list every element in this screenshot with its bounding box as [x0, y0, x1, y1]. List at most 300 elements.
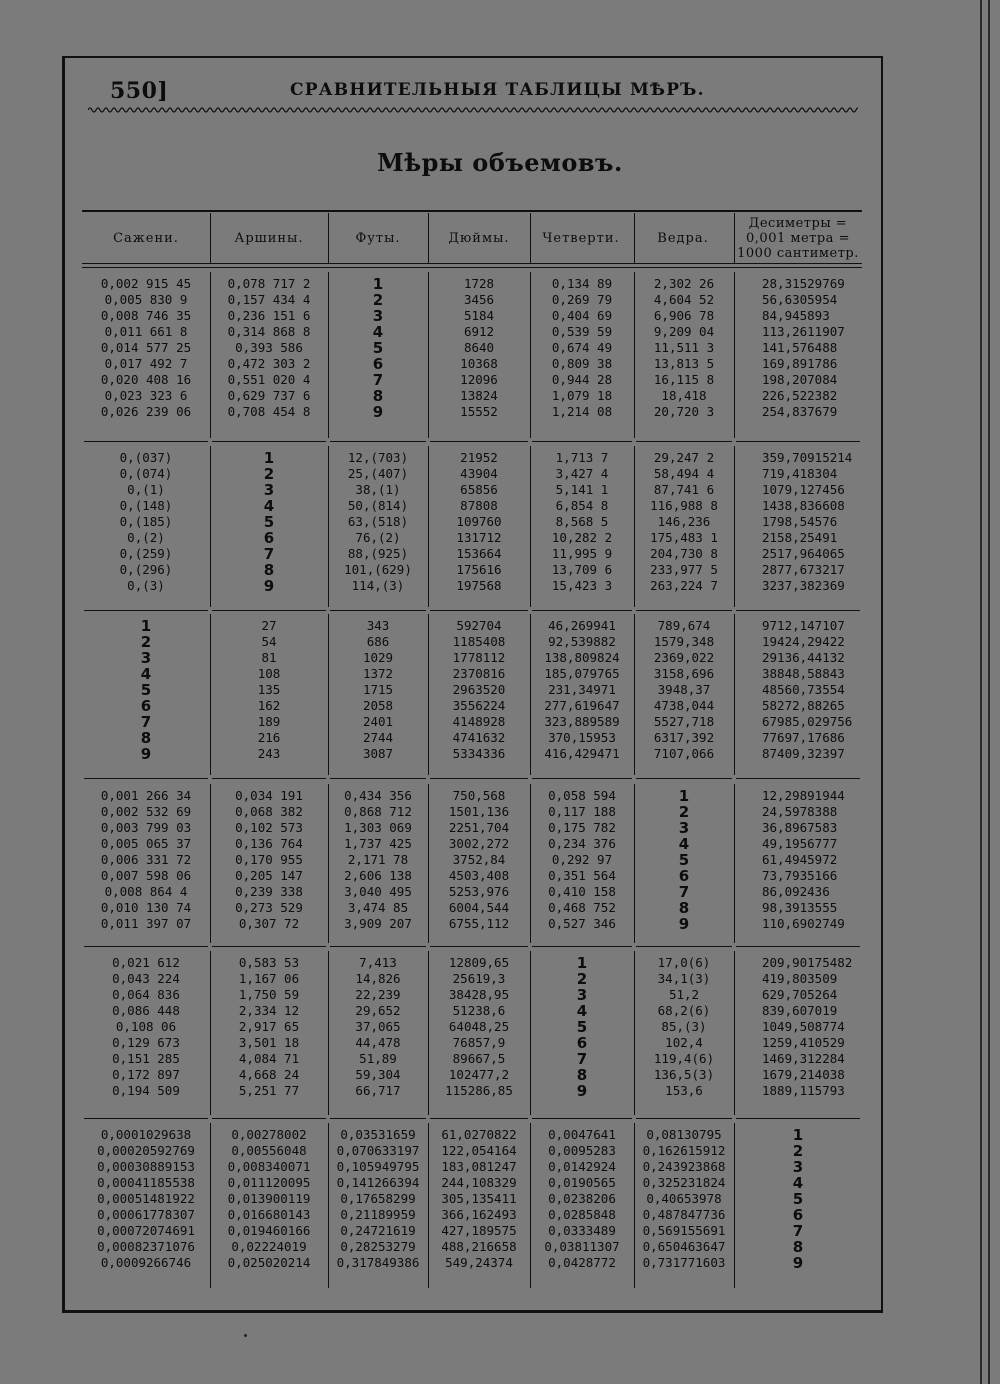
table-cell: 2,917 65 [238, 1019, 300, 1034]
table-cell: 0,944 28 [551, 372, 613, 387]
table-cell: 0,0428772 [548, 1255, 616, 1270]
column-divider [210, 614, 211, 775]
table-cell: 2 [140, 633, 152, 651]
table-cell: 0,809 38 [551, 356, 613, 371]
table-cell: 85,(3) [661, 1019, 707, 1034]
table-cell: 0,021 612 [112, 955, 180, 970]
table-cell: 7 [576, 1050, 588, 1068]
block-separator [736, 946, 860, 947]
block-separator [532, 610, 632, 611]
table-cell: 84,945893 [762, 308, 830, 323]
table-cell: 0,016680143 [227, 1207, 311, 1222]
column-sazheni [82, 955, 210, 1099]
block-separator [532, 1118, 632, 1119]
table-cell: 9712,147107 [762, 618, 845, 633]
table-cell: 0,21189959 [340, 1207, 416, 1222]
table-cell: 305,135411 [441, 1191, 517, 1206]
header-dyuimy: Дюймы. [448, 230, 510, 246]
table-cell: 719,418304 [762, 466, 838, 481]
table-cell: 8 [792, 1238, 804, 1256]
table-cell: 0,00278002 [231, 1127, 307, 1142]
table-cell: 0,17658299 [340, 1191, 416, 1206]
table-cell: 427,189575 [441, 1223, 517, 1238]
table-cell: 4,668 24 [238, 1067, 300, 1082]
column-dyuimy [428, 276, 530, 420]
table-cell: 9 [263, 577, 275, 595]
table-cell: 14,826 [355, 971, 401, 986]
block-separator [330, 778, 426, 779]
table-cell: 9 [678, 915, 690, 933]
column-chetverti [530, 618, 634, 762]
table-cell: 0,307 72 [238, 916, 300, 931]
table-cell: 0,162615912 [642, 1143, 726, 1158]
table-cell: 3,427 4 [555, 466, 609, 481]
table-cell: 7 [372, 371, 384, 389]
block-separator [212, 946, 326, 947]
wavy-rule [88, 104, 858, 116]
table-cell: 1 [263, 449, 275, 467]
table-cell: 197568 [456, 578, 502, 593]
table-cell: 175,483 1 [650, 530, 718, 545]
table-cell: 9 [140, 745, 152, 763]
table-cell: 243 [257, 746, 281, 761]
table-cell: 1 [372, 275, 384, 293]
table-cell: 7 [140, 713, 152, 731]
table-cell: 0,02224019 [231, 1239, 307, 1254]
table-cell: 0,105949795 [336, 1159, 420, 1174]
table-cell: 1,737 425 [344, 836, 412, 851]
column-dyuimy [428, 618, 530, 762]
table-cell: 37,065 [355, 1019, 401, 1034]
table-cell: 20,720 3 [653, 404, 715, 419]
table-cell: 0,410 158 [548, 884, 616, 899]
table-cell: 0,539 59 [551, 324, 613, 339]
table-cell: 6 [372, 355, 384, 373]
table-cell: 1 [678, 787, 690, 805]
table-cell: 8 [140, 729, 152, 747]
table-cell: 686 [366, 634, 390, 649]
column-sazheni [82, 450, 210, 594]
table-cell: 750,568 [452, 788, 506, 803]
block-separator [212, 1118, 326, 1119]
table-header [82, 213, 862, 263]
table-cell: 0,007 598 06 [100, 868, 192, 883]
table-cell: 87808 [460, 498, 498, 513]
table-cell: 7 [792, 1222, 804, 1240]
table-cell: 4738,044 [653, 698, 715, 713]
column-divider [530, 446, 531, 607]
table-cell: 67985,029756 [762, 714, 853, 729]
table-cell: 1259,410529 [762, 1035, 845, 1050]
column-divider [634, 951, 635, 1115]
table-cell: 2370816 [452, 666, 506, 681]
table-cell: 58272,88265 [762, 698, 845, 713]
table-cell: 1372 [362, 666, 394, 681]
table-cell: 0,194 509 [112, 1083, 180, 1098]
table-cell: 0,002 915 45 [100, 276, 192, 291]
table-cell: 4,084 71 [238, 1051, 300, 1066]
block-separator [532, 441, 632, 442]
header-column-divider [210, 213, 211, 263]
table-cell: 4 [372, 323, 384, 341]
table-cell: 233,977 5 [650, 562, 718, 577]
column-divider [428, 951, 429, 1115]
table-cell: 1798,54576 [762, 514, 838, 529]
table-cell: 204,730 8 [650, 546, 718, 561]
table-cell: 3237,382369 [762, 578, 845, 593]
column-vedra [634, 788, 734, 932]
table-cell: 92,539882 [548, 634, 616, 649]
table-cell: 12,29891944 [762, 788, 845, 803]
table-cell: 2251,704 [448, 820, 510, 835]
block-separator [84, 610, 208, 611]
block-separator [84, 1118, 208, 1119]
table-cell: 6317,392 [653, 730, 715, 745]
table-cell: 0,28253279 [340, 1239, 416, 1254]
block-separator [430, 946, 528, 947]
block-separator [736, 778, 860, 779]
table-cell: 0,234 376 [548, 836, 616, 851]
block-separator [736, 610, 860, 611]
table-cell: 0,026 239 06 [100, 404, 192, 419]
table-cell: 49,1956777 [762, 836, 838, 851]
column-vedra [634, 618, 734, 762]
table-cell: 0,317849386 [336, 1255, 420, 1270]
table-cell: 101,(629) [344, 562, 412, 577]
table-cell: 1,214 08 [551, 404, 613, 419]
header-chetverti: Четверти. [542, 230, 620, 246]
column-divider [210, 1123, 211, 1288]
column-decimetry [762, 955, 862, 1099]
table-cell: 0,025020214 [227, 1255, 311, 1270]
table-cell: 3,501 18 [238, 1035, 300, 1050]
column-chetverti [530, 1127, 634, 1271]
table-cell: 3087 [362, 746, 394, 761]
table-cell: 51,2 [668, 987, 700, 1002]
table-cell: 11,511 3 [653, 340, 715, 355]
column-chetverti [530, 450, 634, 594]
column-sazheni [82, 618, 210, 762]
table-cell: 6004,544 [448, 900, 510, 915]
table-cell: 9 [792, 1254, 804, 1272]
column-futy [328, 450, 428, 594]
table-cell: 5 [678, 851, 690, 869]
table-cell: 51,89 [359, 1051, 397, 1066]
table-cell: 0,011 397 07 [100, 916, 192, 931]
table-cell: 488,216658 [441, 1239, 517, 1254]
table-cell: 231,34971 [548, 682, 616, 697]
column-decimetry [762, 788, 862, 932]
table-cell: 110,6902749 [762, 916, 845, 931]
block-separator [532, 778, 632, 779]
table-cell: 0,008 746 35 [100, 308, 192, 323]
table-cell: 76,(2) [355, 530, 401, 545]
table-cell: 0,175 782 [548, 820, 616, 835]
column-chetverti [530, 276, 634, 420]
column-dyuimy [428, 450, 530, 594]
column-divider [530, 951, 531, 1115]
table-cell: 629,705264 [762, 987, 838, 1002]
table-cell: 2158,25491 [762, 530, 838, 545]
table-cell: 0,003 799 03 [100, 820, 192, 835]
table-cell: 0,0001029638 [100, 1127, 192, 1142]
column-divider [634, 784, 635, 943]
table-cell: 0,03531659 [340, 1127, 416, 1142]
table-cell: 43904 [460, 466, 498, 481]
table-cell: 0,(296) [119, 562, 173, 577]
table-cell: 18,418 [661, 388, 707, 403]
table-cell: 5 [372, 339, 384, 357]
table-cell: 59,304 [355, 1067, 401, 1082]
table-cell: 0,24721619 [340, 1223, 416, 1238]
table-cell: 6 [140, 697, 152, 715]
table-cell: 7 [263, 545, 275, 563]
table-cell: 3 [576, 986, 588, 1004]
table-cell: 9,209 04 [653, 324, 715, 339]
table-cell: 1,713 7 [555, 450, 609, 465]
table-cell: 115286,85 [445, 1083, 513, 1098]
table-cell: 8 [263, 561, 275, 579]
header-decimetry-line: 0,001 метра = [746, 230, 850, 246]
column-arshiny [210, 276, 328, 420]
table-cell: 0,011 661 8 [104, 324, 188, 339]
table-cell: 3 [263, 481, 275, 499]
table-cell: 0,(074) [119, 466, 173, 481]
table-cell: 4,604 52 [653, 292, 715, 307]
column-decimetry [734, 1127, 862, 1271]
table-cell: 153,6 [665, 1083, 703, 1098]
block-separator [636, 610, 732, 611]
table-cell: 0,00061778307 [97, 1207, 195, 1222]
table-cell: 25619,3 [452, 971, 506, 986]
header-arshiny: Аршины. [234, 230, 304, 246]
table-cell: 0,325231824 [642, 1175, 726, 1190]
table-cell: 226,522382 [762, 388, 838, 403]
table-cell: 4503,408 [448, 868, 510, 883]
table-cell: 0,00041185538 [97, 1175, 195, 1190]
table-cell: 87,741 6 [653, 482, 715, 497]
table-cell: 54 [261, 634, 277, 649]
column-divider [210, 951, 211, 1115]
column-divider [734, 614, 735, 775]
table-cell: 36,8967583 [762, 820, 838, 835]
column-divider [734, 951, 735, 1115]
table-cell: 5253,976 [448, 884, 510, 899]
block-separator [330, 610, 426, 611]
table-cell: 0,00072074691 [97, 1223, 195, 1238]
table-cell: 1 [576, 954, 588, 972]
table-cell: 0,(037) [119, 450, 173, 465]
table-cell: 3 [792, 1158, 804, 1176]
table-cell: 0,001 266 34 [100, 788, 192, 803]
table-cell: 343 [366, 618, 390, 633]
table-cell: 0,292 97 [551, 852, 613, 867]
table-cell: 27 [261, 618, 277, 633]
table-cell: 4741632 [452, 730, 506, 745]
table-cell: 88,(925) [347, 546, 409, 561]
table-cell: 0,008 864 4 [104, 884, 188, 899]
table-cell: 366,162493 [441, 1207, 517, 1222]
table-cell: 0,011120095 [227, 1175, 311, 1190]
block-separator [636, 778, 732, 779]
table-cell: 0,351 564 [548, 868, 616, 883]
column-divider [428, 614, 429, 775]
table-cell: 0,014 577 25 [100, 340, 192, 355]
table-cell: 0,058 594 [548, 788, 616, 803]
table-cell: 5 [263, 513, 275, 531]
column-decimetry [762, 618, 862, 762]
table-cell: 122,054164 [441, 1143, 517, 1158]
block-separator [430, 778, 528, 779]
table-cell: 113,2611907 [762, 324, 845, 339]
table-cell: 0,(2) [127, 530, 165, 545]
table-cell: 116,988 8 [650, 498, 718, 513]
table-cell: 22,239 [355, 987, 401, 1002]
table-cell: 87409,32397 [762, 746, 845, 761]
table-cell: 0,0095283 [548, 1143, 616, 1158]
block-separator [430, 610, 528, 611]
table-cell: 119,4(6) [653, 1051, 715, 1066]
column-divider [428, 1123, 429, 1288]
table-cell: 8 [372, 387, 384, 405]
table-cell: 8 [576, 1066, 588, 1084]
table-cell: 2 [678, 803, 690, 821]
header-decimetry-line: 1000 сантиметр. [737, 245, 859, 261]
table-cell: 0,0190565 [548, 1175, 616, 1190]
table-cell: 1715 [362, 682, 394, 697]
table-cell: 3158,696 [653, 666, 715, 681]
column-divider [530, 272, 531, 438]
table-cell: 66,717 [355, 1083, 401, 1098]
table-cell: 8 [678, 899, 690, 917]
column-futy [328, 955, 428, 1099]
table-cell: 0,472 303 2 [227, 356, 311, 371]
header-decimetry [734, 213, 862, 263]
table-cell: 135 [257, 682, 281, 697]
table-cell: 7107,066 [653, 746, 715, 761]
table-cell: 185,079765 [544, 666, 620, 681]
table-cell: 56,6305954 [762, 292, 838, 307]
column-divider [428, 784, 429, 943]
column-divider [530, 614, 531, 775]
table-cell: 0,468 752 [548, 900, 616, 915]
table-cell: 3 [140, 649, 152, 667]
table-cell: 1679,214038 [762, 1067, 845, 1082]
table-cell: 0,008340071 [227, 1159, 311, 1174]
column-divider [328, 1123, 329, 1288]
header-bottom-rule [82, 263, 862, 264]
table-cell: 244,108329 [441, 1175, 517, 1190]
table-cell: 0,(148) [119, 498, 173, 513]
table-cell: 789,674 [657, 618, 711, 633]
table-cell: 89667,5 [452, 1051, 506, 1066]
table-cell: 0,023 323 6 [104, 388, 188, 403]
table-cell: 0,243923868 [642, 1159, 726, 1174]
table-cell: 1889,115793 [762, 1083, 845, 1098]
column-vedra [634, 1127, 734, 1271]
table-title: Мѣры объемовъ. [377, 148, 623, 177]
column-chetverti [530, 955, 634, 1099]
table-cell: 19424,29422 [762, 634, 845, 649]
table-cell: 5 [792, 1190, 804, 1208]
table-cell: 86,092436 [762, 884, 830, 899]
table-cell: 29,652 [355, 1003, 401, 1018]
table-cell: 3,474 85 [347, 900, 409, 915]
table-cell: 64048,25 [448, 1019, 510, 1034]
block-separator [330, 1118, 426, 1119]
block-separator [212, 610, 326, 611]
table-cell: 50,(814) [347, 498, 409, 513]
table-cell: 2401 [362, 714, 394, 729]
table-cell: 0,078 717 2 [227, 276, 311, 291]
column-divider [734, 784, 735, 943]
table-cell: 51238,6 [452, 1003, 506, 1018]
table-cell: 0,117 188 [548, 804, 616, 819]
column-arshiny [210, 788, 328, 932]
column-divider [328, 951, 329, 1115]
table-cell: 17,0(6) [657, 955, 711, 970]
table-cell: 3 [678, 819, 690, 837]
table-cell: 183,081247 [441, 1159, 517, 1174]
table-cell: 3456 [463, 292, 495, 307]
table-cell: 3,040 495 [344, 884, 412, 899]
table-cell: 34,1(3) [657, 971, 711, 986]
table-cell: 81 [261, 650, 277, 665]
print-speck [244, 1334, 247, 1337]
table-cell: 2,334 12 [238, 1003, 300, 1018]
table-cell: 7,413 [359, 955, 397, 970]
table-cell: 25,(407) [347, 466, 409, 481]
table-cell: 2 [372, 291, 384, 309]
table-cell: 2058 [362, 698, 394, 713]
table-cell: 114,(3) [351, 578, 405, 593]
table-cell: 0,650463647 [642, 1239, 726, 1254]
table-cell: 44,478 [355, 1035, 401, 1050]
column-divider [634, 446, 635, 607]
table-cell: 0,205 147 [235, 868, 303, 883]
header-decimetry-line: Десиметры = [748, 215, 848, 231]
table-cell: 2877,673217 [762, 562, 845, 577]
column-divider [734, 446, 735, 607]
table-cell: 198,207084 [762, 372, 838, 387]
table-cell: 0,0333489 [548, 1223, 616, 1238]
table-cell: 0,070633197 [336, 1143, 420, 1158]
table-cell: 48560,73554 [762, 682, 845, 697]
table-cell: 6 [678, 867, 690, 885]
table-cell: 1049,508774 [762, 1019, 845, 1034]
table-cell: 0,141266394 [336, 1175, 420, 1190]
table-cell: 4 [576, 1002, 588, 1020]
column-dyuimy [428, 955, 530, 1099]
table-cell: 13824 [460, 388, 498, 403]
table-cell: 0,239 338 [235, 884, 303, 899]
table-cell: 0,(1) [127, 482, 165, 497]
table-cell: 61,0270822 [441, 1127, 517, 1142]
table-cell: 592704 [456, 618, 502, 633]
block-separator [736, 441, 860, 442]
table-cell: 8,568 5 [555, 514, 609, 529]
table-cell: 1728 [463, 276, 495, 291]
column-divider [210, 784, 211, 943]
table-cell: 3948,37 [657, 682, 711, 697]
column-chetverti [530, 788, 634, 932]
header-column-divider [328, 213, 329, 263]
table-cell: 0,002 532 69 [100, 804, 192, 819]
table-cell: 277,619647 [544, 698, 620, 713]
table-cell: 0,0047641 [548, 1127, 616, 1142]
table-cell: 15,423 3 [551, 578, 613, 593]
table-cell: 2963520 [452, 682, 506, 697]
